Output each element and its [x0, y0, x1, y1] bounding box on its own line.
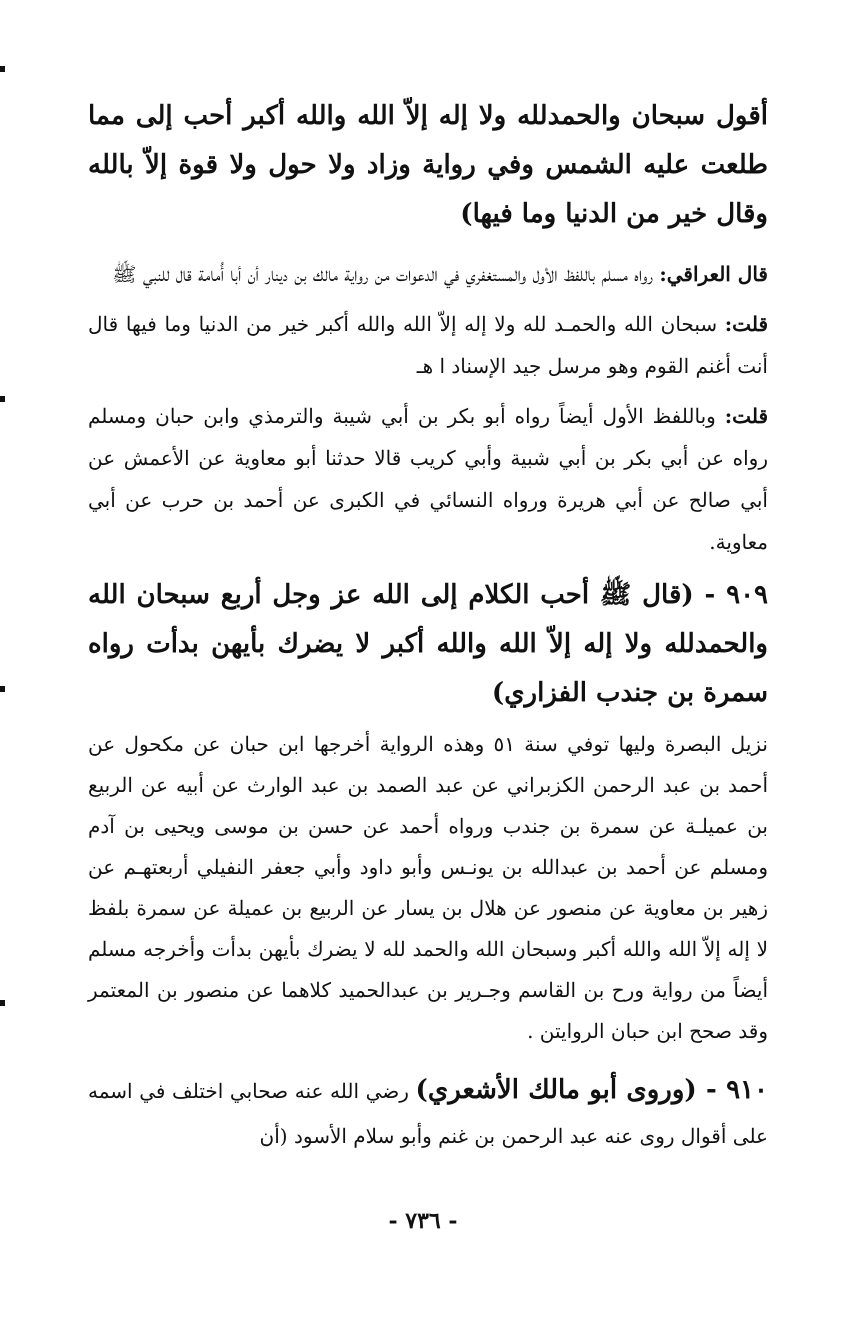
hadith-909: [88, 571, 768, 718]
commentary-909: نزيل البصرة وليها توفي سنة ٥١ وهذه الرواية أخرجها ابن حبان عن مكحول عن أحمد بن عبد الرحمن الكزبراني عن عبد الصمد بن عبد الوارث عن أبيه عن الربيع بن عميلـة عن سمرة بن جندب ورواه أحمد عن حسن بن موسى ويحيى بن آدم ومسلم عن أحمد بن عبدالله بن يونـس وأبو داود وأبي جعفر النفيلي أربعتهـم عن زهير بن معاوية عن منصور عن هلال بن يسار عن الربيع بن عميلة عن سمرة بلفظ لا إله إلاّ الله والله أكبر وسبحان الله والحمد لله لا يضرك بأيهن بدأت وأخرجه مسلم أيضاً من رواية ورح بن القاسم وجـرير بن عبدالحميد كلاهما عن منصور بن المعتمر وقد صحح ابن حبان الروايتن .: [88, 732, 768, 1043]
speaker-label: قال العراقي:: [659, 262, 768, 286]
commentary-text: رواه مسلم باللفظ الأول والمستغفري في الدعوات من رواية مالك بن دينار أن أبا أُمامة قال للنبي ﷺ: [112, 262, 660, 286]
book-page: [88, 92, 768, 1165]
speaker-label: قلت:: [724, 404, 768, 428]
commentary-qultu-1: [88, 303, 768, 387]
commentary-text: وباللفظ الأول أيضاً رواه أبو بكر بن أبي شيبة والترمذي وابن حبان ومسلم رواه عن أبي بكر بن أبي شبية وأبي كريب قالا حدثنا أبو معاوية عن الأعمش عن أبي صالح عن أبي هريرة ورواه النسائي في الكبرى عن أحمد بن حرب عن أبي معاوية.: [88, 404, 768, 554]
scan-edge-mark: [0, 686, 5, 692]
commentary-text: سبحان الله والحمـد لله ولا إله إلاّ الله والله أكبر خير من الدنيا وما فيها قال أنت أغنم القوم وهو مرسل جيد الإسناد ا هـ: [88, 312, 768, 378]
page-number: - ٧٣٦ -: [388, 1208, 458, 1234]
scan-edge-mark: [0, 396, 5, 402]
hadith-narrator: (وروى أبو مالك الأشعري): [415, 1075, 706, 1105]
commentary-iraqi: [88, 253, 768, 295]
hadith-number: ٩٠٩ -: [704, 580, 769, 610]
commentary-qultu-2: [88, 395, 768, 563]
scan-edge-mark: [0, 66, 5, 72]
hadith-text: (قال ﷺ أحب الكلام إلى الله عز وجل أربع سبحان الله والحمدلله ولا إله إلاّ الله والله أكبر لا يضرك بأيهن بدأت رواه سمرة بن جندب الفزاري): [88, 580, 768, 708]
speaker-label: قلت:: [724, 312, 768, 336]
hadith-number: ٩١٠ -: [706, 1075, 768, 1105]
hadith-continuation: أقول سبحان والحمدلله ولا إله إلاّ الله والله أكبر أحب إلى مما طلعت عليه الشمس وفي رواية وزاد ولا حول ولا قوة إلاّ بالله وقال خير من الدنيا وما فيها): [88, 101, 768, 229]
hadith-text: رضي الله عنه صحابي اختلف في اسمه على أقوال روى عنه عبد الرحمن بن غنم وأبو سلام الأسود (أن: [88, 1079, 768, 1148]
hadith-910: [88, 1066, 768, 1157]
scan-edge-mark: [0, 1000, 5, 1006]
